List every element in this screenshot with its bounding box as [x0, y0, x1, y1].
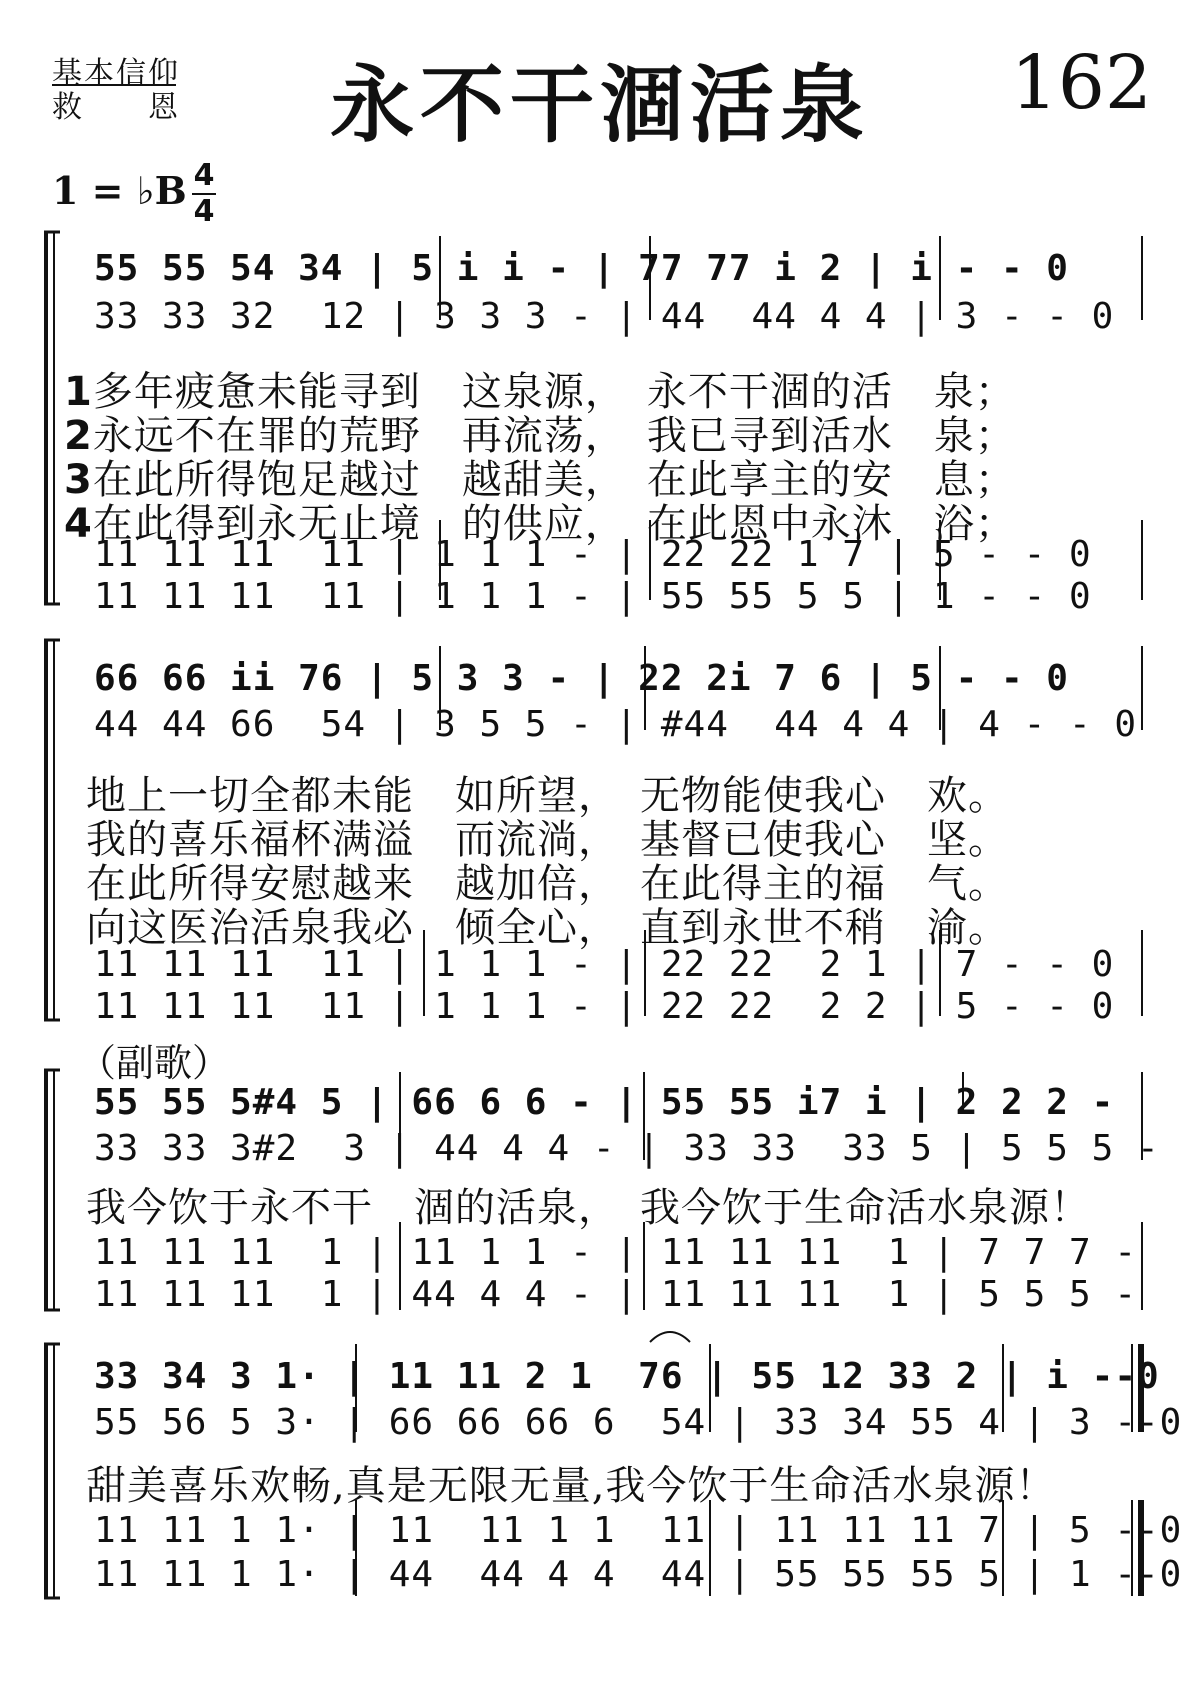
s1-lyric-1: 1多年疲惫未能寻到 这泉源， 永不干涸的活 泉；: [64, 369, 1016, 415]
s3-treble-top: 55 55 5#4 5 | 66 6 6 - | 55 55 i7 i | 2 2 2 -: [94, 1082, 1115, 1123]
s2-treble-top: 66 66 ii 76 | 5 3 3 - | 22 2i 7 6 | 5 - - 0: [94, 658, 1069, 699]
category-top: 基本信仰: [52, 56, 180, 91]
hymn-number: 162: [1010, 40, 1152, 126]
s1-lyric-3: 3在此所得饱足越过 越甜美， 在此享主的安 息；: [64, 457, 1016, 503]
s1-lyric-4: 4在此得到永无止境 的供应， 在此恩中永沐 浴；: [64, 501, 1016, 547]
s1-lyric-2: 2永远不在罪的荒野 再流荡， 我已寻到活水 泉；: [64, 413, 1016, 459]
s1-bass-bottom: 11 11 11 11 | 1 1 1 - | 55 55 5 5 | 1 - - 0: [94, 576, 1092, 617]
chorus-label: （副歌）: [78, 1041, 231, 1085]
s2-treble-bottom: 44 44 66 54 | 3 5 5 - | #44 44 4 4 | 4 - - 0: [94, 704, 1137, 745]
s4-treble-top: 33 34 3 1· | 11 11 2 1 76 | 55 12 33 2 | i --0: [94, 1356, 1160, 1397]
s1-treble-bottom: 33 33 32 12 | 3 3 3 - | 44 44 4 4 | 3 - - 0: [94, 296, 1115, 337]
time-top: 4: [193, 158, 215, 193]
s2-lyric-3: 在此所得安慰越来 越加倍， 在此得主的福 气。: [86, 861, 1009, 907]
key-signature: 1 = ♭B: [52, 168, 187, 213]
s4-bass-top: 11 11 1 1· | 11 11 1 1 11 | 11 11 11 7 | 5 --0: [94, 1510, 1183, 1551]
s2-bass-bottom: 11 11 11 11 | 1 1 1 - | 22 22 2 2 | 5 - - 0: [94, 986, 1115, 1027]
s2-lyric-4: 向这医治活泉我必 倾全心， 直到永世不稍 渝。: [86, 905, 1009, 951]
s3-bass-top: 11 11 11 1 | 11 1 1 - | 11 11 11 1 | 7 7 7 -: [94, 1232, 1137, 1273]
s2-lyric-1: 地上一切全都未能 如所望， 无物能使我心 欢。: [86, 773, 1009, 819]
s4-treble-bottom: 55 56 5 3· | 66 66 66 6 54 | 33 34 55 4 | 3 --0: [94, 1402, 1183, 1443]
s4-lyric-1: 甜美喜乐欢畅,真是无限无量,我今饮于生命活水泉源！: [86, 1463, 1057, 1509]
s1-bass-top: 11 11 11 11 | 1 1 1 - | 22 22 1 7 | 5 - - 0: [94, 534, 1092, 575]
category-bottom: 救 恩: [52, 90, 180, 125]
s1-treble-top: 55 55 54 34 | 5 i i - | 77 77 i 2 | i - - 0: [94, 248, 1069, 289]
s3-bass-bottom: 11 11 11 1 | 44 4 4 - | 11 11 11 1 | 5 5 5 -: [94, 1274, 1137, 1315]
s4-bass-bottom: 11 11 1 1· | 44 44 4 4 44 | 55 55 55 5 | 1 --0: [94, 1554, 1183, 1595]
s2-bass-top: 11 11 11 11 | 1 1 1 - | 22 22 2 1 | 7 - - 0: [94, 944, 1115, 985]
time-bottom: 4: [193, 194, 215, 229]
s3-lyric-1: 我今饮于永不干 涸的活泉， 我今饮于生命活水泉源！: [86, 1185, 1091, 1231]
hymn-title: 永不干涸活泉: [329, 56, 870, 154]
s2-lyric-2: 我的喜乐福杯满溢 而流淌， 基督已使我心 坚。: [86, 817, 1009, 863]
s3-treble-bottom: 33 33 3#2 3 | 44 4 4 - | 33 33 33 5 | 5 5 5 -: [94, 1128, 1160, 1169]
